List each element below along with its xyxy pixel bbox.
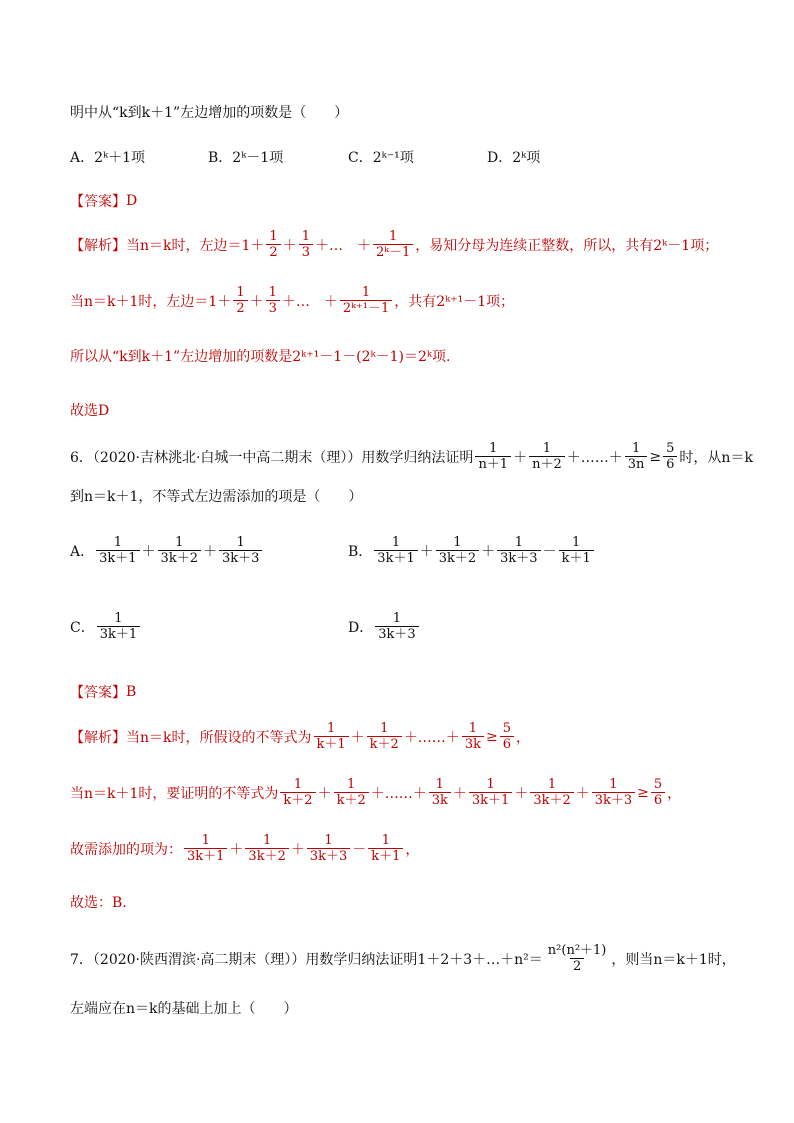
fraction: $\frac{1}{3k+1}$: [469, 778, 512, 807]
text: ＋… ＋: [281, 293, 338, 310]
q6-option-b: B． $\frac{1}{3k+1}$ ＋ $\frac{1}{3k+2}$ ＋ $\frac{1}{3k+3}$ － $\frac{1}{k+1}$: [348, 536, 596, 565]
answer-tag: 【答案】: [70, 194, 126, 210]
fraction: $\frac{1}{3k+3}$: [592, 778, 635, 807]
analysis-tag: 【解析】: [70, 729, 126, 746]
q6-stem-2: [70, 486, 362, 506]
fraction: $\frac{1}{n+1}$: [475, 442, 511, 471]
fraction: $\frac{1}{\text{2ᵏ⁺¹－1}}$: [340, 286, 392, 315]
fraction: $\frac{1}{2}$: [233, 286, 247, 315]
q5-analysis-2: 当n＝k＋1时，左边＝1＋ $\frac{1}{2}$ ＋ $\frac{1}{3}$ ＋… ＋ $\frac{1}{\text{2ᵏ⁺¹－1}}$ ，共有2ᵏ⁺¹－1项；: [70, 285, 515, 316]
fraction: $\frac{1}{n+2}$: [529, 442, 565, 471]
q6-analysis-3: 故需添加的项为： $\frac{1}{3k+1}$ ＋ $\frac{1}{3k+2}$ ＋ $\frac{1}{3k+3}$ － $\frac{1}{k+1}$ ，: [70, 833, 420, 864]
answer-value: B: [126, 684, 137, 700]
text: 故需添加的项为：: [70, 841, 182, 858]
q6-conclusion: [70, 892, 127, 912]
text: ＋……＋: [403, 729, 460, 746]
text: 当n＝k＋1时，左边＝1＋: [70, 293, 232, 310]
text: 所以从“k到k＋1”左边增加的项数是2ᵏ⁺¹－1－(2ᵏ－1)＝2ᵏ项.: [70, 349, 451, 365]
q5-analysis-1: 【解析】 当n＝k时，左边＝1＋ $\frac{1}{2}$ ＋ $\frac{1}{3}$ ＋… ＋ $\frac{1}{\text{2ᵏ－1}}$ ，易知分母为连续正整数，所以，共有2ᵏ－1项；: [70, 229, 719, 260]
text: ，共有2ᵏ⁺¹－1项；: [394, 293, 515, 310]
fraction: $\frac{1}{3k+1}$: [96, 536, 139, 565]
fraction: $\frac{1}{3k+3}$: [307, 834, 350, 863]
text: 6．（2020·吉林洮北·白城一中高二期末（理））用数学归纳法证明: [70, 449, 474, 466]
fraction: $\frac{1}{k+2}$: [334, 778, 369, 807]
q5-option-d: D．2ᵏ项: [487, 150, 541, 166]
fraction: $\frac{5}{6}$: [500, 722, 514, 751]
fraction: $\frac{1}{3}$: [266, 286, 280, 315]
fraction: $\frac{1}{2}$: [266, 230, 280, 259]
answer-value: D: [126, 193, 138, 209]
q5-conclusion: [70, 400, 109, 420]
fraction: $\frac{1}{\text{2ᵏ－1}}$: [373, 230, 413, 259]
fraction: $\frac{1}{3k+3}$: [375, 612, 418, 641]
text: ，易知分母为连续正整数，所以，共有2ᵏ－1项；: [415, 237, 719, 254]
fraction: $\frac{1}{3k}$: [429, 778, 451, 807]
q6-stem: 6．（2020·吉林洮北·白城一中高二期末（理））用数学归纳法证明 $\frac{1}{n+1}$ ＋ $\frac{1}{n+2}$ ＋……＋ $\frac{1}{3n}$ ≥ $\frac{5}{6}$ 时，从n＝k: [70, 441, 753, 472]
fraction: $\frac{1}{3k+2}$: [158, 536, 201, 565]
fraction: $\frac{1}{k+2}$: [280, 778, 315, 807]
text: 当n＝k时，左边＝1＋: [126, 237, 265, 254]
text: ＋……＋: [566, 449, 623, 466]
fraction: $\frac{1}{3k+3}$: [219, 536, 262, 565]
q6-answer: [70, 682, 136, 702]
fraction: $\frac{\text{n²(n²＋1)}}{2}$: [547, 943, 607, 974]
text: ≥: [485, 728, 498, 745]
fraction: $\frac{1}{3n}$: [625, 442, 648, 471]
text: ，: [667, 785, 682, 802]
text: 故选D: [70, 403, 110, 419]
q6-option-c: [70, 612, 142, 641]
analysis-tag: 【解析】: [70, 237, 126, 254]
text: 7．（2020·陕西渭滨·高二期末（理））用数学归纳法证明1＋2＋3＋…＋n²＝: [70, 951, 543, 968]
text: 当n＝k时，所假设的不等式为: [126, 729, 312, 746]
q6-option-a: A． $\frac{1}{3k+1}$ ＋ $\frac{1}{3k+2}$ ＋ $\frac{1}{3k+3}$: [70, 536, 264, 565]
fraction: $\frac{1}{3k}$: [462, 722, 484, 751]
q6-analysis-2: 当n＝k＋1时，要证明的不等式为 $\frac{1}{k+2}$ ＋ $\frac{1}{k+2}$ ＋……＋ $\frac{1}{3k}$ ＋ $\frac{1}{3k+1}$ ＋ $\frac{1}{3k+2}$ ＋ $\frac{1}{3k+3}$ ≥ $\frac{5}{6}$ ，: [70, 777, 682, 808]
text: B．: [348, 543, 373, 560]
text: 左端应在n＝k的基础上加上（ ）: [70, 1001, 298, 1017]
text: 故选：B.: [70, 895, 127, 911]
text: 当n＝k＋1时，要证明的不等式为: [70, 785, 279, 802]
text: A．: [70, 543, 95, 560]
text: 到n＝k＋1，不等式左边需添加的项是（ ）: [70, 489, 363, 505]
fraction: $\frac{1}{3}$: [299, 230, 313, 259]
q5-stem-text: 明中从“k到k＋1”左边增加的项数是（ ）: [70, 105, 349, 121]
text: ＋……＋: [370, 785, 427, 802]
fraction: $\frac{1}{k+2}$: [367, 722, 402, 751]
fraction: $\frac{1}{k+1}$: [368, 834, 403, 863]
text: ，: [515, 729, 530, 746]
q6-option-d: [348, 612, 421, 641]
fraction: $\frac{1}{3k+1}$: [184, 834, 227, 863]
fraction: $\frac{1}{3k+2}$: [436, 536, 479, 565]
fraction: $\frac{1}{3k+1}$: [97, 612, 140, 641]
text: ≥: [637, 784, 649, 801]
text: D．: [348, 619, 374, 636]
q5-option-a: A．2ᵏ＋1项: [70, 150, 146, 166]
fraction: $\frac{5}{6}$: [651, 778, 665, 807]
fraction: $\frac{1}{k+1}$: [559, 536, 594, 565]
q5-option-b: B．2ᵏ－1项: [208, 150, 284, 166]
text: ，则当n＝k＋1时，: [611, 951, 736, 968]
fraction: $\frac{1}{3k+3}$: [497, 536, 540, 565]
fraction: $\frac{1}{3k+1}$: [374, 536, 417, 565]
text: ＋… ＋: [314, 237, 371, 254]
fraction: $\frac{5}{6}$: [663, 442, 677, 471]
q7-stem-2: [70, 998, 298, 1018]
q5-option-c: C．2ᵏ⁻¹项: [348, 150, 414, 166]
q5-stem: [70, 102, 348, 122]
fraction: $\frac{1}{3k+2}$: [530, 778, 573, 807]
text: C．: [70, 619, 95, 636]
text: ，: [405, 841, 420, 858]
q7-stem: [70, 944, 736, 973]
fraction: $\frac{1}{k+1}$: [314, 722, 349, 751]
text: ≥: [649, 448, 662, 465]
text: 时，从n＝k: [679, 449, 753, 466]
q6-analysis-1: 【解析】 当n＝k时，所假设的不等式为 $\frac{1}{k+1}$ ＋ $\frac{1}{k+2}$ ＋……＋ $\frac{1}{3k}$ ≥ $\frac{5}{6}$ ，: [70, 721, 530, 752]
q5-answer: [70, 191, 137, 211]
fraction: $\frac{1}{3k+2}$: [245, 834, 288, 863]
q5-analysis-3: [70, 346, 450, 366]
answer-tag: 【答案】: [70, 685, 126, 701]
